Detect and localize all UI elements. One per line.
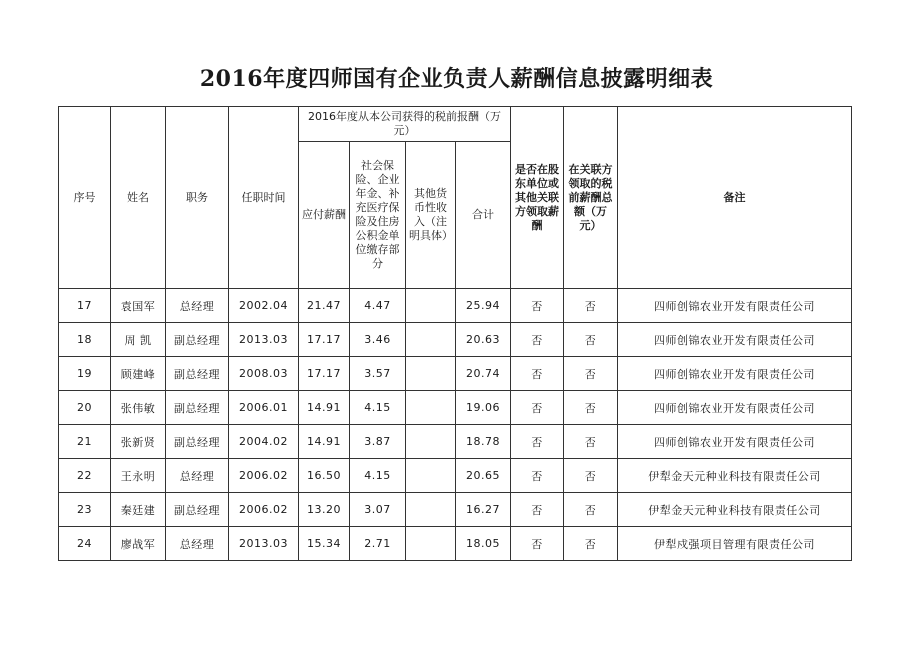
cell-insurance: 3.87 [350,425,406,459]
cell-position: 副总经理 [166,493,229,527]
header-other-income: 其他货币性收入（注明具体） [406,142,456,289]
header-position: 职务 [166,107,229,289]
cell-related-party: 否 [564,357,618,391]
cell-remark: 伊犁戍强项目管理有限责任公司 [618,527,852,561]
table-row [59,425,852,459]
cell-insurance: 4.15 [350,391,406,425]
cell-remark: 四师创锦农业开发有限责任公司 [618,289,852,323]
cell-related-party: 否 [564,323,618,357]
cell-related-party: 否 [564,289,618,323]
cell-tenure: 2006.02 [229,459,299,493]
cell-seq: 20 [59,391,111,425]
cell-related-party: 否 [564,527,618,561]
cell-remark: 四师创锦农业开发有限责任公司 [618,357,852,391]
cell-position: 总经理 [166,289,229,323]
cell-total: 20.63 [456,323,511,357]
cell-tenure: 2004.02 [229,425,299,459]
document-title: 2016年度四师国有企业负责人薪酬信息披露明细表 [199,66,714,92]
cell-salary: 14.91 [299,391,350,425]
cell-total: 20.65 [456,459,511,493]
cell-related-party: 否 [564,425,618,459]
cell-name: 张新贤 [111,425,166,459]
cell-shareholder: 否 [511,459,564,493]
cell-total: 19.06 [456,391,511,425]
cell-position: 总经理 [166,527,229,561]
header-row-top [59,107,852,142]
header-insurance: 社会保险、企业年金、补充医疗保险及住房公积金单位缴存部分 [350,142,406,289]
cell-seq: 18 [59,323,111,357]
cell-tenure: 2013.03 [229,527,299,561]
cell-shareholder: 否 [511,527,564,561]
cell-total: 18.05 [456,527,511,561]
cell-position: 副总经理 [166,323,229,357]
cell-shareholder: 否 [511,289,564,323]
cell-position: 副总经理 [166,391,229,425]
cell-seq: 24 [59,527,111,561]
cell-related-party: 否 [564,493,618,527]
cell-shareholder: 否 [511,323,564,357]
cell-seq: 19 [59,357,111,391]
cell-remark: 伊犁金天元种业科技有限责任公司 [618,459,852,493]
header-remark: 备注 [618,107,852,289]
cell-salary: 13.20 [299,493,350,527]
cell-seq: 21 [59,425,111,459]
cell-related-party: 否 [564,391,618,425]
table-row [59,357,852,391]
table-row [59,289,852,323]
cell-tenure: 2008.03 [229,357,299,391]
cell-name: 秦廷建 [111,493,166,527]
cell-shareholder: 否 [511,425,564,459]
header-seq: 序号 [59,107,111,289]
header-pretax-group: 2016年度从本公司获得的税前报酬（万元） [299,107,511,142]
cell-shareholder: 否 [511,391,564,425]
salary-disclosure-table [58,106,852,561]
cell-salary: 14.91 [299,425,350,459]
cell-related-party: 否 [564,459,618,493]
cell-insurance: 4.15 [350,459,406,493]
cell-shareholder: 否 [511,357,564,391]
cell-name: 周 凯 [111,323,166,357]
cell-seq: 22 [59,459,111,493]
cell-salary: 21.47 [299,289,350,323]
cell-tenure: 2013.03 [229,323,299,357]
cell-other-income [406,323,456,357]
cell-other-income [406,459,456,493]
cell-tenure: 2006.01 [229,391,299,425]
cell-total: 25.94 [456,289,511,323]
cell-other-income [406,289,456,323]
cell-seq: 23 [59,493,111,527]
cell-insurance: 3.07 [350,493,406,527]
cell-remark: 四师创锦农业开发有限责任公司 [618,425,852,459]
cell-insurance: 3.57 [350,357,406,391]
cell-position: 副总经理 [166,425,229,459]
cell-insurance: 2.71 [350,527,406,561]
cell-position: 总经理 [166,459,229,493]
cell-name: 张伟敏 [111,391,166,425]
cell-other-income [406,357,456,391]
table-row [59,391,852,425]
table-row [59,323,852,357]
header-related-party: 在关联方领取的税前薪酬总额（万元） [564,107,618,289]
cell-other-income [406,391,456,425]
cell-other-income [406,493,456,527]
cell-shareholder: 否 [511,493,564,527]
cell-name: 袁国军 [111,289,166,323]
cell-total: 16.27 [456,493,511,527]
table-body [59,289,852,561]
table-row [59,493,852,527]
table-header [59,107,852,289]
cell-insurance: 3.46 [350,323,406,357]
cell-name: 廖战军 [111,527,166,561]
table-row [59,527,852,561]
header-shareholder: 是否在股东单位或其他关联方领取薪酬 [511,107,564,289]
header-tenure: 任职时间 [229,107,299,289]
cell-salary: 16.50 [299,459,350,493]
cell-remark: 四师创锦农业开发有限责任公司 [618,323,852,357]
cell-seq: 17 [59,289,111,323]
cell-insurance: 4.47 [350,289,406,323]
cell-remark: 伊犁金天元种业科技有限责任公司 [618,493,852,527]
table-row [59,459,852,493]
header-name: 姓名 [111,107,166,289]
cell-remark: 四师创锦农业开发有限责任公司 [618,391,852,425]
cell-tenure: 2002.04 [229,289,299,323]
cell-tenure: 2006.02 [229,493,299,527]
header-salary: 应付薪酬 [299,142,350,289]
cell-salary: 17.17 [299,323,350,357]
header-total: 合计 [456,142,511,289]
cell-total: 20.74 [456,357,511,391]
cell-name: 顾建峰 [111,357,166,391]
cell-other-income [406,527,456,561]
cell-position: 副总经理 [166,357,229,391]
cell-name: 王永明 [111,459,166,493]
cell-other-income [406,425,456,459]
cell-salary: 15.34 [299,527,350,561]
cell-salary: 17.17 [299,357,350,391]
cell-total: 18.78 [456,425,511,459]
